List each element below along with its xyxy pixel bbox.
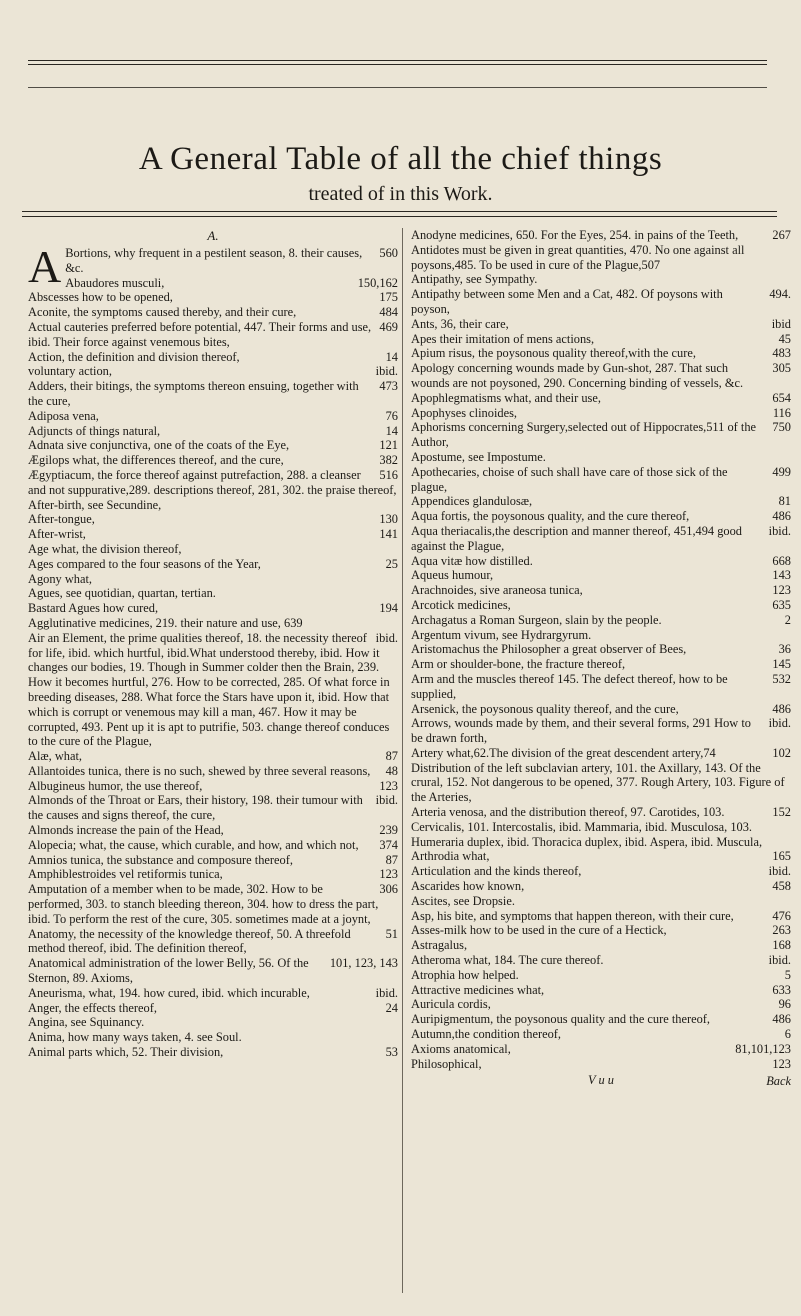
index-entry bbox=[28, 572, 398, 587]
entry-text: Angina, see Squinancy. bbox=[28, 1015, 145, 1030]
entry-page: 96 bbox=[778, 997, 791, 1012]
entry-text: Amputation of a member when to be made, 302. How to be performed, 303. to stanch bleeding thereon, 304. how to dress the part, ibid. To perform the rest of the cure, 305. sometimes made at a joynt, bbox=[28, 882, 379, 926]
entry-text: Aqua fortis, the poysonous quality, and the cure thereof, bbox=[411, 509, 690, 524]
entry-page: 143 bbox=[772, 568, 791, 583]
entry-page: 483 bbox=[772, 346, 791, 361]
entry-text: After-wrist, bbox=[28, 527, 86, 542]
index-entry bbox=[411, 228, 791, 243]
index-entry bbox=[411, 805, 791, 849]
index-entry bbox=[411, 953, 791, 968]
header-rule-thin bbox=[22, 216, 777, 217]
left-entry-list bbox=[28, 241, 398, 1060]
index-entry bbox=[28, 557, 398, 572]
index-entry bbox=[411, 1042, 791, 1057]
entry-page: 152 bbox=[772, 805, 791, 820]
index-entry bbox=[411, 406, 791, 421]
entry-page: 263 bbox=[772, 923, 791, 938]
index-entry bbox=[28, 956, 398, 986]
entry-text: Ages compared to the four seasons of the Year, bbox=[28, 556, 261, 571]
entry-page: 150,162 bbox=[357, 275, 398, 290]
index-entry bbox=[28, 927, 398, 957]
index-entry bbox=[28, 616, 398, 631]
entry-page: 499 bbox=[772, 464, 791, 479]
entry-text: Astragalus, bbox=[411, 938, 468, 953]
entry-text: Apology concerning wounds made by Gun-shot, 287. That such wounds are not poysoned, 290. Concerning binding of vessels, &c. bbox=[411, 361, 744, 390]
index-entry bbox=[28, 823, 398, 838]
index-entry bbox=[28, 601, 398, 616]
entry-text: Bortions, why frequent in a pestilent season, 8. their causes, &c. bbox=[65, 246, 363, 275]
entry-text: Artery what,62.The division of the great descendent artery,74 Distribution of the left subclavian artery, 101. the Axillary, 143. Of the crural, 152. Not dangerous to be opened, 377. Rough Artery, 103. Figure of the Arteries, bbox=[411, 745, 785, 805]
entry-page: 87 bbox=[385, 749, 398, 764]
index-entry bbox=[411, 568, 791, 583]
entry-text: Anodyne medicines, 650. For the Eyes, 254. in pains of the Teeth, bbox=[411, 228, 739, 242]
entry-page: 476 bbox=[772, 908, 791, 923]
entry-page: ibid bbox=[771, 316, 791, 331]
entry-page: ibid. bbox=[375, 364, 398, 379]
entry-text: Apium risus, the poysonous quality thereof,with the cure, bbox=[411, 346, 696, 361]
index-entry bbox=[411, 1012, 791, 1027]
entry-page: 668 bbox=[772, 553, 791, 568]
entry-page: ibid. bbox=[768, 716, 791, 731]
entry-text: Aqueus humour, bbox=[411, 568, 494, 583]
entry-page: ibid. bbox=[768, 864, 791, 879]
entry-text: Ants, 36, their care, bbox=[411, 316, 509, 331]
entry-text: Adiposa vena, bbox=[28, 408, 99, 423]
entry-page: 473 bbox=[379, 379, 398, 394]
entry-text: Amnios tunica, the substance and composure thereof, bbox=[28, 852, 293, 867]
index-entry bbox=[411, 361, 791, 391]
entry-text: Arsenick, the poysonous quality thereof, and the cure, bbox=[411, 701, 679, 716]
page-subtitle: treated of in this Work. bbox=[308, 183, 493, 205]
index-entry bbox=[411, 657, 791, 672]
entry-text: Adnata sive conjunctiva, one of the coats of the Eye, bbox=[28, 438, 290, 453]
entry-text: voluntary action, bbox=[28, 364, 112, 379]
entry-text: Abscesses how to be opened, bbox=[28, 290, 173, 305]
index-entry bbox=[28, 379, 398, 409]
entry-page: 145 bbox=[772, 657, 791, 672]
index-entry bbox=[411, 420, 791, 450]
index-entry bbox=[28, 838, 398, 853]
section-letter: A. bbox=[207, 228, 219, 243]
index-entry bbox=[411, 716, 791, 746]
index-entry bbox=[411, 332, 791, 347]
entry-text: Allantoides tunica, there is no such, shewed by three several reasons, bbox=[28, 763, 371, 778]
entry-text: Articulation and the kinds thereof, bbox=[411, 864, 582, 879]
entry-page: 532 bbox=[772, 671, 791, 686]
entry-page: 382 bbox=[379, 453, 398, 468]
index-entry bbox=[411, 702, 791, 717]
entry-page: 102 bbox=[772, 745, 791, 760]
entry-text: Ægyptiacum, the force thereof against putrefaction, 288. a cleanser and not suppurative,289. descriptions thereof, 281, 302. the praise thereof, bbox=[28, 467, 397, 497]
entry-text: Action, the definition and division thereof, bbox=[28, 349, 240, 364]
entry-page: 633 bbox=[772, 982, 791, 997]
index-entry bbox=[411, 1027, 791, 1042]
entry-page: 486 bbox=[772, 1012, 791, 1027]
entry-text: Animal parts which, 52. Their division, bbox=[28, 1045, 224, 1060]
entry-page: 486 bbox=[772, 509, 791, 524]
entry-text: Arcotick medicines, bbox=[411, 597, 511, 612]
entry-page: 24 bbox=[385, 1000, 398, 1015]
entry-page: 121 bbox=[379, 438, 398, 453]
entry-text: Agony what, bbox=[28, 571, 93, 586]
entry-text: Bastard Agues how cured, bbox=[28, 601, 159, 616]
index-entry bbox=[28, 853, 398, 868]
entry-text: Ascites, see Dropsie. bbox=[411, 893, 515, 908]
entry-page: 165 bbox=[772, 849, 791, 864]
entry-page: 194 bbox=[379, 601, 398, 616]
left-column bbox=[28, 228, 398, 1060]
entry-text: Apothecaries, choise of such shall have care of those sick of the plague, bbox=[411, 464, 728, 494]
entry-text: Apophlegmatisms what, and their use, bbox=[411, 390, 601, 405]
entry-text: Actual cauteries preferred before potential, 447. Their forms and use, ibid. Their force against venemous bites, bbox=[28, 319, 372, 349]
entry-page: 36 bbox=[778, 642, 791, 657]
index-entry bbox=[28, 320, 398, 350]
entry-page: 123 bbox=[772, 583, 791, 598]
entry-page: 635 bbox=[772, 597, 791, 612]
entry-text: Appendices glandulosæ, bbox=[411, 494, 533, 509]
entry-page: 494. bbox=[769, 287, 791, 302]
entry-page: 123 bbox=[772, 1056, 791, 1071]
entry-page: 48 bbox=[385, 763, 398, 778]
entry-page: 306 bbox=[379, 882, 398, 897]
entry-page: 14 bbox=[385, 423, 398, 438]
entry-text: Aristomachus the Philosopher a great observer of Bees, bbox=[411, 642, 687, 657]
index-entry bbox=[28, 882, 398, 926]
entry-text: Aneurisma, what, 194. how cured, ibid. which incurable, bbox=[28, 985, 310, 1000]
entry-page: 45 bbox=[778, 331, 791, 346]
index-entry bbox=[411, 465, 791, 495]
signature-mark: V u u bbox=[588, 1073, 614, 1088]
entry-page: 141 bbox=[379, 527, 398, 542]
index-entry bbox=[28, 586, 398, 601]
entry-text: Agues, see quotidian, quartan, tertian. bbox=[28, 586, 216, 601]
index-entry bbox=[28, 424, 398, 439]
entry-page: 484 bbox=[379, 305, 398, 320]
entry-text: Atheroma what, 184. The cure thereof. bbox=[411, 953, 604, 968]
entry-text: Ægilops what, the differences thereof, and the cure, bbox=[28, 453, 284, 468]
index-entry bbox=[411, 272, 791, 287]
index-entry bbox=[28, 350, 398, 365]
entry-page: 239 bbox=[379, 823, 398, 838]
entry-text: Adjuncts of things natural, bbox=[28, 423, 161, 438]
entry-page: 25 bbox=[385, 556, 398, 571]
entry-text: Auricula cordis, bbox=[411, 997, 491, 1012]
index-entry bbox=[411, 450, 791, 465]
right-entry-list bbox=[411, 228, 791, 1071]
entry-page: ibid. bbox=[375, 793, 398, 808]
index-entry bbox=[411, 923, 791, 938]
index-entry bbox=[28, 512, 398, 527]
entry-text: Arteria venosa, and the distribution thereof, 97. Carotides, 103. Cervicalis, 101. Intercostalis, ibid. Mammaria, ibid. Musculosa, 103. Humeraria duplex, ibid. Thoracica duplex, ibid. Aspera, ibid. Muscula, bbox=[411, 805, 763, 849]
entry-page: 116 bbox=[772, 405, 791, 420]
index-entry bbox=[411, 583, 791, 598]
entry-text: Arachnoides, sive araneosa tunica, bbox=[411, 583, 583, 598]
entry-text: Aphorisms concerning Surgery,selected out of Hippocrates,511 of the Author, bbox=[411, 420, 757, 450]
entry-text: Apostume, see Impostume. bbox=[411, 449, 546, 464]
entry-page: 750 bbox=[772, 420, 791, 435]
entry-text: Albugineus humor, the use thereof, bbox=[28, 778, 203, 793]
index-entry bbox=[28, 986, 398, 1001]
index-entry bbox=[411, 968, 791, 983]
entry-page: 81,101,123 bbox=[735, 1041, 791, 1056]
entry-text: Age what, the division thereof, bbox=[28, 541, 182, 556]
entry-text: Ascarides how known, bbox=[411, 879, 525, 894]
entry-page: 130 bbox=[379, 512, 398, 527]
index-entry bbox=[411, 642, 791, 657]
entry-page: 53 bbox=[385, 1045, 398, 1060]
entry-text: Alæ, what, bbox=[28, 749, 83, 764]
entry-page: 81 bbox=[778, 494, 791, 509]
index-entry bbox=[411, 849, 791, 864]
index-entry bbox=[28, 764, 398, 779]
drop-cap: A bbox=[28, 241, 62, 292]
entry-page: 101, 123, 143 bbox=[329, 956, 398, 971]
entry-text: Antipathy between some Men and a Cat, 482. Of poysons with poyson, bbox=[411, 287, 723, 316]
entry-page: ibid. bbox=[375, 630, 398, 645]
entry-page: ibid. bbox=[375, 985, 398, 1000]
index-entry bbox=[411, 1057, 791, 1072]
entry-text: Aqua vitæ how distilled. bbox=[411, 553, 533, 568]
index-entry bbox=[28, 498, 398, 513]
index-entry bbox=[28, 453, 398, 468]
entry-page: 654 bbox=[772, 390, 791, 405]
entry-text: Argentum vivum, see Hydrargyrum. bbox=[411, 627, 592, 642]
entry-text: Almonds of the Throat or Ears, their history, 198. their tumour with the causes and signs thereof, the cure, bbox=[28, 793, 363, 823]
entry-text: Anatomy, the necessity of the knowledge thereof, 50. A threefold method thereof, ibid. The definition thereof, bbox=[28, 926, 351, 956]
entry-text: After-birth, see Secundine, bbox=[28, 497, 162, 512]
index-entry bbox=[28, 867, 398, 882]
index-entry bbox=[411, 746, 791, 805]
entry-text: Auripigmentum, the poysonous quality and the cure thereof, bbox=[411, 1012, 711, 1027]
entry-page: 560 bbox=[379, 246, 398, 260]
entry-text: Abaudores musculi, bbox=[65, 275, 165, 290]
entry-text: Philosophical, bbox=[411, 1056, 482, 1071]
entry-page: 123 bbox=[379, 867, 398, 882]
entry-text: After-tongue, bbox=[28, 512, 95, 527]
entry-text: Anima, how many ways taken, 4. see Soul. bbox=[28, 1030, 242, 1045]
entry-page: 5 bbox=[784, 967, 791, 982]
index-entry bbox=[411, 524, 791, 554]
index-entry bbox=[411, 554, 791, 569]
entry-text: Axioms anatomical, bbox=[411, 1041, 511, 1056]
index-entry bbox=[28, 1015, 398, 1030]
entry-page: 168 bbox=[772, 938, 791, 953]
index-entry bbox=[28, 290, 398, 305]
entry-page: 175 bbox=[379, 290, 398, 305]
entry-text: Archagatus a Roman Surgeon, slain by the people. bbox=[411, 612, 662, 627]
index-entry bbox=[411, 894, 791, 909]
index-entry bbox=[28, 468, 398, 498]
index-entry bbox=[28, 409, 398, 424]
entry-page: 123 bbox=[379, 778, 398, 793]
entry-page: 76 bbox=[385, 408, 398, 423]
entry-page: 374 bbox=[379, 837, 398, 852]
entry-text: Adders, their bitings, the symptoms thereon ensuing, together with the cure, bbox=[28, 379, 359, 408]
index-entry bbox=[28, 749, 398, 764]
index-entry bbox=[411, 938, 791, 953]
entry-text: Atrophia how helped. bbox=[411, 967, 519, 982]
entry-text: Arthrodia what, bbox=[411, 849, 490, 864]
entry-text: Asses-milk how to be used in the cure of a Hectick, bbox=[411, 923, 667, 938]
entry-page: 305 bbox=[772, 361, 791, 376]
entry-page: 2 bbox=[784, 612, 791, 627]
index-entry bbox=[28, 305, 398, 320]
entry-page: ibid. bbox=[768, 953, 791, 968]
entry-text: Anatomical administration of the lower Belly, 56. Of the Sternon, 89. Axioms, bbox=[28, 956, 309, 986]
page-title: A General Table of all the chief things bbox=[138, 141, 663, 177]
entry-text: Antipathy, see Sympathy. bbox=[411, 272, 538, 287]
entry-page: 486 bbox=[772, 701, 791, 716]
index-entry bbox=[28, 1045, 398, 1060]
index-entry bbox=[411, 391, 791, 406]
entry-text: Air an Element, the prime qualities thereof, 18. the necessity thereof for life, ibid. which hurtful, ibid.What understood thereby, ibid. How it changes our bodies, 19. Though in Summer colder then the Brain, 239. How it becomes hurtful, 276. How to be corrected, 285. Of what force in breeding diseases, 288. What force the Stars have upon it, ibid. How that which is corrupt or venemous may kill a man, 467. How it may be corrupted, 493. Pent up it is apt to putrifie, 503. change thereof conduces to the cure of the Plague, bbox=[28, 630, 390, 749]
index-entry bbox=[411, 598, 791, 613]
entry-text: Aconite, the symptoms caused thereby, and their cure, bbox=[28, 305, 297, 320]
entry-text: Apes their imitation of mens actions, bbox=[411, 331, 595, 346]
entry-page: 458 bbox=[772, 879, 791, 894]
index-entry bbox=[411, 317, 791, 332]
ornament-rule bbox=[28, 87, 767, 88]
index-entry bbox=[411, 997, 791, 1012]
index-entry bbox=[411, 909, 791, 924]
entry-text: Agglutinative medicines, 219. their nature and use, 639 bbox=[28, 615, 303, 630]
index-entry bbox=[28, 527, 398, 542]
index-entry bbox=[411, 628, 791, 643]
index-entry bbox=[411, 287, 791, 317]
index-entry bbox=[411, 346, 791, 361]
index-entry bbox=[28, 793, 398, 823]
index-entry bbox=[28, 1001, 398, 1016]
catchword: Back bbox=[766, 1074, 791, 1089]
entry-page: 516 bbox=[379, 467, 398, 482]
entry-text: Apophyses clinoides, bbox=[411, 405, 517, 420]
entry-text: Arm and the muscles thereof 145. The defect thereof, how to be supplied, bbox=[411, 671, 728, 701]
entry-text: Arrows, wounds made by them, and their several forms, 291 How to be drawn forth, bbox=[411, 716, 751, 746]
entry-page: 87 bbox=[385, 852, 398, 867]
index-entry bbox=[28, 1030, 398, 1045]
index-entry bbox=[411, 613, 791, 628]
index-entry bbox=[28, 364, 398, 379]
entry-text: Autumn,the condition thereof, bbox=[411, 1027, 562, 1042]
index-entry bbox=[28, 542, 398, 557]
entry-page: 51 bbox=[385, 926, 398, 941]
top-rule-thin bbox=[28, 64, 767, 65]
index-entry bbox=[411, 494, 791, 509]
entry-text: Amphiblestroides vel retiformis tunica, bbox=[28, 867, 223, 882]
entry-text: Anger, the effects thereof, bbox=[28, 1000, 157, 1015]
index-entry bbox=[28, 276, 398, 291]
entry-page: 469 bbox=[379, 319, 398, 334]
entry-page: 267 bbox=[772, 228, 791, 242]
index-entry bbox=[411, 509, 791, 524]
entry-text: Almonds increase the pain of the Head, bbox=[28, 823, 224, 838]
entry-text: Attractive medicines what, bbox=[411, 982, 545, 997]
entry-page: ibid. bbox=[768, 523, 791, 538]
index-entry bbox=[411, 983, 791, 998]
header-rule bbox=[22, 211, 777, 212]
index-entry bbox=[28, 779, 398, 794]
right-column bbox=[402, 228, 791, 1293]
entry-text: Aqua theriacalis,the description and manner thereof, 451,494 good against the Plague, bbox=[411, 523, 743, 553]
index-entry bbox=[411, 864, 791, 879]
entry-text: Antidotes must be given in great quantities, 470. No one against all poysons,485. To be used in cure of the Plague,507 bbox=[411, 242, 745, 272]
index-entry bbox=[28, 631, 398, 749]
entry-text: Asp, his bite, and symptoms that happen thereon, with their cure, bbox=[411, 908, 734, 923]
entry-page: 14 bbox=[385, 349, 398, 364]
index-entry bbox=[411, 243, 791, 273]
index-entry bbox=[28, 438, 398, 453]
entry-text: Arm or shoulder-bone, the fracture thereof, bbox=[411, 657, 626, 672]
index-entry bbox=[411, 879, 791, 894]
index-entry bbox=[411, 672, 791, 702]
entry-text: Alopecia; what, the cause, which curable, and how, and which not, bbox=[28, 837, 359, 852]
top-rule bbox=[28, 60, 767, 61]
entry-page: 6 bbox=[784, 1027, 791, 1042]
